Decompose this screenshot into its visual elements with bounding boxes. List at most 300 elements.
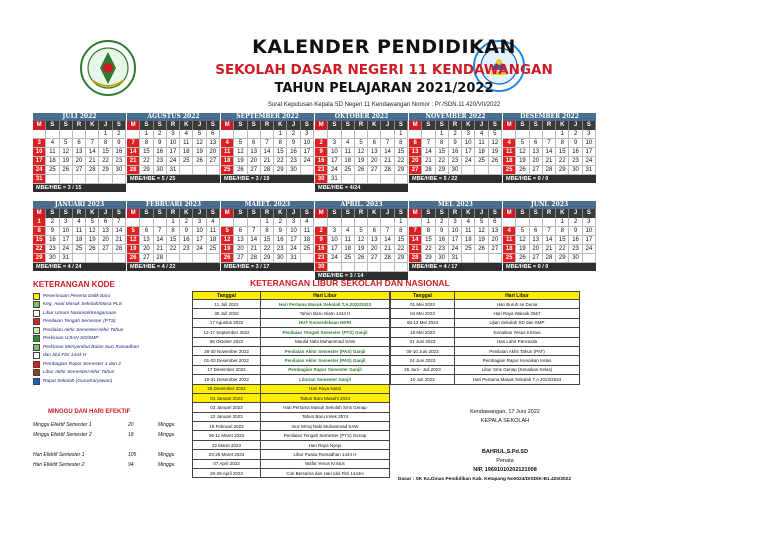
holiday-name: Libur Sms Genap (Kenaikan Kelas) xyxy=(455,365,580,374)
holiday-date: 26 Juni - Juli 2023 xyxy=(391,365,455,374)
day-cell: 4 xyxy=(301,218,314,227)
day-cell xyxy=(489,166,502,175)
col-date: Tanggal xyxy=(391,292,455,300)
month-title: DESEMBER 2022 xyxy=(503,113,596,121)
weekday-label: M xyxy=(127,209,140,218)
weekday-label: S xyxy=(60,209,73,218)
day-cell: 12 xyxy=(193,139,206,148)
day-cell: 6 xyxy=(368,139,381,148)
day-cell: 12 xyxy=(475,227,488,236)
weekday-header xyxy=(503,121,596,130)
holiday-name: Hari Pertama Masuk Sekolah T.A.2022/2023 xyxy=(261,300,390,309)
day-cell: 3 xyxy=(583,218,596,227)
table-row xyxy=(193,309,390,318)
weekday-label: K xyxy=(180,121,193,130)
day-cell: 10 xyxy=(328,236,341,245)
day-cell: 2 xyxy=(315,139,328,148)
table-row xyxy=(193,440,390,449)
day-cell: 9 xyxy=(436,227,449,236)
day-cell: 23 xyxy=(569,245,582,254)
day-cell: 16 xyxy=(154,148,167,157)
day-cell: 18 xyxy=(503,245,516,254)
day-cell xyxy=(409,218,422,227)
day-cell: 17 xyxy=(583,236,596,245)
day-cell: 24 xyxy=(328,254,341,263)
day-cell: 3 xyxy=(449,218,462,227)
day-cell: 7 xyxy=(543,227,556,236)
day-cell: 30 xyxy=(436,254,449,263)
legend-item xyxy=(33,318,193,327)
month-calendar xyxy=(127,113,220,183)
day-cell: 28 xyxy=(113,245,126,254)
day-cell: 5 xyxy=(221,227,234,236)
day-cell: 26 xyxy=(193,157,206,166)
day-cell: 23 xyxy=(569,157,582,166)
day-cell: 5 xyxy=(516,227,529,236)
day-cell: 1 xyxy=(261,218,274,227)
legend-swatch xyxy=(33,361,40,368)
day-cell: 11 xyxy=(503,148,516,157)
page-title: KALENDER PENDIDIKAN xyxy=(252,36,516,58)
holiday-date: 01 Mei 2023 xyxy=(391,300,455,309)
day-cell: 10 xyxy=(301,139,314,148)
holiday-name: Penilaian Akhir Semester (PAS) Ganjil xyxy=(261,356,390,365)
effective-num: 94 xyxy=(128,462,134,468)
day-cell: 11 xyxy=(342,236,355,245)
day-cell xyxy=(207,254,220,263)
day-cell xyxy=(381,130,394,139)
week-row xyxy=(127,227,220,236)
holiday-name: Maulid Nabi Muhammad SAW xyxy=(261,337,390,346)
week-row xyxy=(33,175,126,184)
day-cell xyxy=(221,218,234,227)
table-row xyxy=(193,422,390,431)
day-cell: 23 xyxy=(180,245,193,254)
month-calendar xyxy=(503,201,596,271)
day-cell: 21 xyxy=(261,157,274,166)
weekday-label: S xyxy=(530,209,543,218)
day-cell: 2 xyxy=(449,130,462,139)
day-cell: 1 xyxy=(436,130,449,139)
day-cell: 8 xyxy=(436,139,449,148)
holiday-date: 01-03 Desember 2022 xyxy=(193,356,261,365)
legend-label: dan Idul Fitri 1444 H xyxy=(43,353,87,359)
legend-swatch xyxy=(33,378,40,385)
holiday-name: Penilaian Akhir Semester (PAS) Ganjil xyxy=(261,346,390,355)
day-cell: 24 xyxy=(33,166,46,175)
day-cell: 30 xyxy=(154,166,167,175)
day-cell: 18 xyxy=(180,148,193,157)
weekday-label: S xyxy=(395,209,408,218)
week-row xyxy=(33,218,126,227)
day-cell: 18 xyxy=(207,236,220,245)
legend-label: Libur Umum Nasional/Keagamaan xyxy=(43,310,117,316)
day-cell: 28 xyxy=(543,254,556,263)
day-cell: 29 xyxy=(395,166,408,175)
day-cell: 24 xyxy=(449,245,462,254)
day-cell xyxy=(234,218,247,227)
day-cell: 17 xyxy=(449,236,462,245)
holiday-title: KETERANGAN LIBUR SEKOLAH DAN NASIONAL xyxy=(250,278,450,288)
day-cell xyxy=(342,218,355,227)
day-cell: 19 xyxy=(489,148,502,157)
day-cell xyxy=(60,175,73,184)
day-cell: 1 xyxy=(99,130,112,139)
holiday-date: 25 Desember 2022 xyxy=(193,384,261,393)
table-row xyxy=(391,328,580,337)
day-cell: 16 xyxy=(449,148,462,157)
day-cell: 26 xyxy=(355,254,368,263)
holiday-name: Tahun Baru Masehi 2023 xyxy=(261,393,390,402)
week-row xyxy=(33,245,126,254)
holiday-name: Penilaian Akhir Tahun (PAT) xyxy=(455,346,580,355)
weekday-label: M xyxy=(503,209,516,218)
weekday-label: S xyxy=(516,121,529,130)
holiday-name: Pembagian Rapor Kenaikan Kelas xyxy=(455,356,580,365)
school-name: SEKOLAH DASAR NEGERI 11 KENDAWANGAN xyxy=(215,62,553,78)
month-footer: MBE/HBE = 3 / 15 xyxy=(33,184,126,192)
day-cell: 2 xyxy=(180,218,193,227)
week-row xyxy=(315,218,408,227)
month-calendar xyxy=(33,201,126,271)
day-cell: 2 xyxy=(569,130,582,139)
table-row xyxy=(391,337,580,346)
day-cell: 22 xyxy=(167,245,180,254)
weekday-label: S xyxy=(207,121,220,130)
month-calendar xyxy=(127,201,220,271)
day-cell: 14 xyxy=(543,236,556,245)
day-cell: 24 xyxy=(328,166,341,175)
weekday-label: S xyxy=(301,209,314,218)
day-cell: 13 xyxy=(368,148,381,157)
day-cell xyxy=(86,130,99,139)
table-row xyxy=(391,309,580,318)
day-cell: 4 xyxy=(73,218,86,227)
day-cell: 9 xyxy=(113,139,126,148)
day-cell: 27 xyxy=(409,166,422,175)
day-cell: 15 xyxy=(556,236,569,245)
effective-unit: Minggu xyxy=(158,462,175,468)
day-cell: 19 xyxy=(516,245,529,254)
day-cell: 21 xyxy=(381,157,394,166)
day-cell: 3 xyxy=(167,130,180,139)
day-cell: 19 xyxy=(127,245,140,254)
day-cell: 11 xyxy=(73,227,86,236)
day-cell: 31 xyxy=(287,254,300,263)
day-cell: 24 xyxy=(167,157,180,166)
day-cell: 23 xyxy=(274,245,287,254)
legend-item xyxy=(33,335,193,344)
holiday-name: Kenaikan Yesus Kristus xyxy=(455,328,580,337)
holiday-name: Isra' Mi'raj Nabi Muhammad SAW xyxy=(261,422,390,431)
legend-label: Penilaian Tengah Semester (PTS) xyxy=(43,319,116,325)
day-cell xyxy=(543,218,556,227)
week-row xyxy=(409,227,502,236)
day-cell xyxy=(127,218,140,227)
weekday-header xyxy=(127,209,220,218)
holiday-date: 24 Juni 2023 xyxy=(391,356,455,365)
day-cell: 8 xyxy=(167,227,180,236)
day-cell: 16 xyxy=(569,148,582,157)
day-cell: 26 xyxy=(86,245,99,254)
day-cell: 5 xyxy=(355,139,368,148)
legend-label: Perkiraan Menyambut Bulan Suci Ramadhan xyxy=(43,344,139,350)
day-cell xyxy=(193,254,206,263)
day-cell xyxy=(368,175,381,184)
weekday-header xyxy=(221,209,314,218)
day-cell: 22 xyxy=(436,157,449,166)
day-cell xyxy=(328,130,341,139)
legend-swatch xyxy=(33,352,40,359)
day-cell: 6 xyxy=(140,227,153,236)
holiday-table-right xyxy=(390,291,580,385)
day-cell: 14 xyxy=(422,148,435,157)
effective-table xyxy=(33,420,193,470)
day-cell: 29 xyxy=(274,166,287,175)
day-cell: 16 xyxy=(287,148,300,157)
day-cell: 10 xyxy=(193,227,206,236)
day-cell: 12 xyxy=(516,148,529,157)
weekday-label: S xyxy=(140,121,153,130)
day-cell: 29 xyxy=(556,254,569,263)
holiday-name: Penilaian Tengah Semester (PTS) Ganjil xyxy=(261,328,390,337)
day-cell: 6 xyxy=(409,139,422,148)
day-cell: 9 xyxy=(180,227,193,236)
weekday-label: K xyxy=(556,209,569,218)
holiday-date: 23-25 Maret 2023 xyxy=(193,450,261,459)
day-cell: 28 xyxy=(127,166,140,175)
week-row xyxy=(221,148,314,157)
day-cell: 13 xyxy=(530,236,543,245)
day-cell: 27 xyxy=(99,245,112,254)
weekday-label: J xyxy=(99,209,112,218)
day-cell: 2 xyxy=(46,218,59,227)
weekday-label: S xyxy=(583,121,596,130)
weekday-label: S xyxy=(436,121,449,130)
holiday-date: 30 Juli 2022 xyxy=(193,309,261,318)
table-row xyxy=(193,356,390,365)
day-cell: 19 xyxy=(355,245,368,254)
week-row xyxy=(127,166,220,175)
weekday-label: K xyxy=(180,209,193,218)
holiday-date: 18 Februari 2023 xyxy=(193,422,261,431)
weekday-label: S xyxy=(154,121,167,130)
weekday-label: R xyxy=(167,209,180,218)
day-cell: 3 xyxy=(462,130,475,139)
effective-lbl: Hari Efektif Semester 1 xyxy=(33,452,85,458)
signature-nip: NIP. 19691010202121008 xyxy=(473,467,537,473)
day-cell: 21 xyxy=(543,157,556,166)
day-cell: 9 xyxy=(569,227,582,236)
weekday-label: R xyxy=(167,121,180,130)
day-cell: 27 xyxy=(234,254,247,263)
day-cell xyxy=(395,263,408,272)
day-cell: 15 xyxy=(261,236,274,245)
weekday-label: K xyxy=(274,121,287,130)
holiday-date: 17 Agustus 2022 xyxy=(193,318,261,327)
weekday-label: R xyxy=(543,209,556,218)
day-cell: 8 xyxy=(422,227,435,236)
weekday-label: J xyxy=(381,209,394,218)
day-cell: 28 xyxy=(261,166,274,175)
day-cell: 4 xyxy=(462,218,475,227)
month-calendar xyxy=(221,201,314,271)
day-cell: 13 xyxy=(489,227,502,236)
day-cell: 16 xyxy=(315,157,328,166)
weekday-label: M xyxy=(315,121,328,130)
week-row xyxy=(33,227,126,236)
week-row xyxy=(221,130,314,139)
weekday-label: S xyxy=(234,209,247,218)
day-cell: 18 xyxy=(73,236,86,245)
weekday-label: R xyxy=(355,121,368,130)
table-row xyxy=(391,318,580,327)
day-cell xyxy=(462,166,475,175)
month-calendar xyxy=(409,113,502,183)
day-cell: 8 xyxy=(140,139,153,148)
day-cell: 7 xyxy=(409,227,422,236)
weekday-label: S xyxy=(248,209,261,218)
signature-role: KEPALA SEKOLAH xyxy=(480,418,530,424)
effective-lbl: Hari Efektif Semester 2 xyxy=(33,462,85,468)
day-cell: 7 xyxy=(381,139,394,148)
day-cell: 29 xyxy=(99,166,112,175)
holiday-name: Tahun Baru Imlek 2574 xyxy=(261,412,390,421)
weekday-label: J xyxy=(381,121,394,130)
day-cell: 29 xyxy=(436,166,449,175)
day-cell: 14 xyxy=(381,236,394,245)
day-cell: 11 xyxy=(46,148,59,157)
day-cell: 29 xyxy=(140,166,153,175)
day-cell: 1 xyxy=(422,218,435,227)
day-cell: 14 xyxy=(248,236,261,245)
day-cell: 23 xyxy=(436,245,449,254)
day-cell: 4 xyxy=(221,139,234,148)
month-title: MARET. 2023 xyxy=(221,201,314,209)
day-cell: 21 xyxy=(422,157,435,166)
holiday-name: Libur Puasa Ramadhan 1444 H xyxy=(261,450,390,459)
holiday-date: 19-31 Desember 2022 xyxy=(193,375,261,384)
weekday-label: M xyxy=(409,121,422,130)
day-cell: 17 xyxy=(583,148,596,157)
weekday-label: S xyxy=(395,121,408,130)
day-cell: 2 xyxy=(569,218,582,227)
day-cell: 5 xyxy=(516,139,529,148)
day-cell xyxy=(342,130,355,139)
weekday-label: S xyxy=(422,121,435,130)
day-cell: 4 xyxy=(503,227,516,236)
week-row xyxy=(503,157,596,166)
day-cell: 12 xyxy=(127,236,140,245)
week-row xyxy=(503,166,596,175)
day-cell: 16 xyxy=(274,236,287,245)
effective-lbl: Minggu Efektif Semester 1 xyxy=(33,422,92,428)
week-row xyxy=(127,218,220,227)
holiday-date: 28-30 November 2022 xyxy=(193,346,261,355)
week-row xyxy=(409,157,502,166)
day-cell: 20 xyxy=(489,236,502,245)
day-cell: 1 xyxy=(556,130,569,139)
day-cell: 27 xyxy=(248,166,261,175)
day-cell: 22 xyxy=(395,157,408,166)
day-cell: 19 xyxy=(221,245,234,254)
day-cell: 19 xyxy=(234,157,247,166)
day-cell xyxy=(516,218,529,227)
day-cell: 23 xyxy=(315,166,328,175)
weekday-label: M xyxy=(221,209,234,218)
day-cell: 4 xyxy=(342,227,355,236)
weekday-label: S xyxy=(154,209,167,218)
day-cell xyxy=(355,175,368,184)
day-cell: 17 xyxy=(60,236,73,245)
week-row xyxy=(221,245,314,254)
day-cell: 5 xyxy=(60,139,73,148)
week-row xyxy=(33,236,126,245)
day-cell: 29 xyxy=(556,166,569,175)
day-cell: 17 xyxy=(167,148,180,157)
day-cell: 9 xyxy=(315,236,328,245)
weekday-label: S xyxy=(60,121,73,130)
day-cell: 15 xyxy=(422,236,435,245)
day-cell: 12 xyxy=(489,139,502,148)
weekday-label: S xyxy=(328,209,341,218)
day-cell xyxy=(221,130,234,139)
weekday-header xyxy=(409,121,502,130)
day-cell: 23 xyxy=(154,157,167,166)
day-cell: 5 xyxy=(355,227,368,236)
table-row xyxy=(193,375,390,384)
week-row xyxy=(409,130,502,139)
day-cell: 30 xyxy=(569,166,582,175)
day-cell: 28 xyxy=(409,254,422,263)
week-row xyxy=(409,139,502,148)
day-cell xyxy=(73,175,86,184)
day-cell: 16 xyxy=(46,236,59,245)
day-cell: 22 xyxy=(274,157,287,166)
day-cell: 8 xyxy=(33,227,46,236)
day-cell: 16 xyxy=(315,245,328,254)
day-cell: 14 xyxy=(261,148,274,157)
table-row xyxy=(391,365,580,374)
day-cell: 6 xyxy=(73,139,86,148)
day-cell: 1 xyxy=(395,130,408,139)
day-cell: 31 xyxy=(167,166,180,175)
week-row xyxy=(315,130,408,139)
day-cell: 20 xyxy=(248,157,261,166)
holiday-date: 07 April 2023 xyxy=(193,459,261,468)
day-cell: 14 xyxy=(127,148,140,157)
day-cell: 2 xyxy=(154,130,167,139)
week-row xyxy=(127,148,220,157)
day-cell xyxy=(328,218,341,227)
day-cell: 7 xyxy=(86,139,99,148)
weekday-header xyxy=(315,121,408,130)
day-cell: 16 xyxy=(436,236,449,245)
effective-row xyxy=(33,460,193,470)
day-cell xyxy=(462,254,475,263)
week-row xyxy=(409,218,502,227)
day-cell: 25 xyxy=(475,157,488,166)
day-cell xyxy=(355,263,368,272)
weekday-label: J xyxy=(99,121,112,130)
table-row xyxy=(193,459,390,468)
day-cell xyxy=(422,130,435,139)
weekday-label: S xyxy=(583,209,596,218)
weekday-label: K xyxy=(274,209,287,218)
day-cell: 17 xyxy=(462,148,475,157)
holiday-date: 10 Juli 2023 xyxy=(391,375,455,384)
day-cell: 20 xyxy=(368,245,381,254)
